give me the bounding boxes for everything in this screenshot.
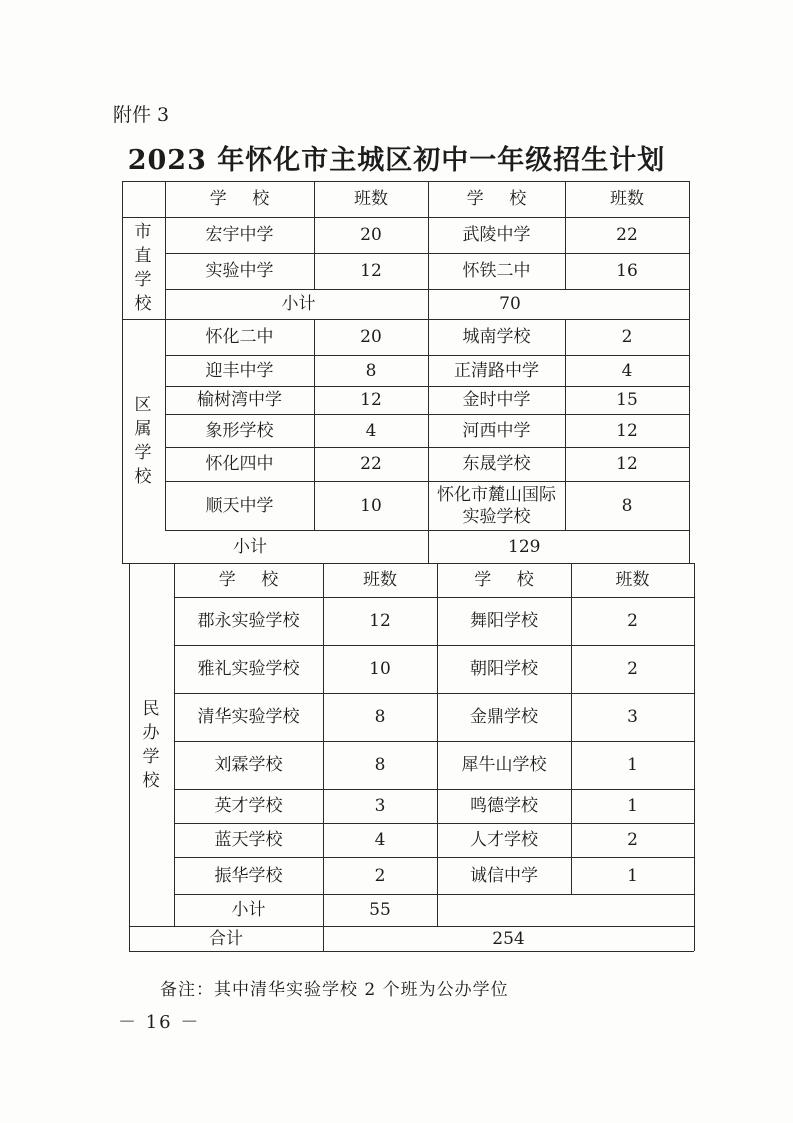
class-count: 2 bbox=[627, 659, 638, 679]
school-name: 刘霖学校 bbox=[214, 755, 283, 775]
school-name: 宏宇中学 bbox=[205, 225, 274, 245]
school-name: 怀化二中 bbox=[205, 327, 274, 347]
class-count: 16 bbox=[616, 261, 638, 281]
header-classes-2: 班数 bbox=[610, 189, 644, 209]
class-count: 10 bbox=[360, 495, 382, 516]
group-label-char: 学 bbox=[134, 270, 152, 290]
total-value: 254 bbox=[492, 928, 525, 949]
class-count: 2 bbox=[627, 830, 638, 850]
subtotal-label: 小计 bbox=[233, 536, 267, 557]
school-name: 金时中学 bbox=[462, 390, 531, 410]
subtotal-value: 55 bbox=[369, 900, 391, 920]
header-school-2: 学 校 bbox=[466, 189, 537, 209]
class-count: 2 bbox=[374, 865, 386, 886]
header-school-3: 学 校 bbox=[218, 570, 289, 590]
school-name: 顺天中学 bbox=[205, 495, 274, 516]
school-name: 武陵中学 bbox=[462, 225, 531, 245]
class-count: 1 bbox=[627, 865, 638, 886]
school-name: 怀化市麓山国际实验学校 bbox=[437, 484, 556, 527]
class-count: 8 bbox=[621, 495, 633, 516]
total-label: 合计 bbox=[209, 928, 243, 949]
attachment-label: 附件 3 bbox=[113, 104, 170, 126]
class-count: 1 bbox=[627, 796, 638, 816]
class-count: 4 bbox=[374, 830, 386, 850]
school-name: 郡永实验学校 bbox=[197, 611, 300, 631]
group-label-char: 办 bbox=[142, 722, 160, 743]
header-classes-4: 班数 bbox=[615, 570, 650, 590]
class-count: 12 bbox=[616, 420, 638, 441]
footnote: 备注：其中清华实验学校 2 个班为公办学位 bbox=[160, 980, 509, 1000]
class-count: 12 bbox=[360, 390, 382, 410]
header-classes-3: 班数 bbox=[363, 570, 397, 590]
class-count: 8 bbox=[365, 360, 377, 381]
group-label-private bbox=[139, 563, 163, 926]
school-name: 诚信中学 bbox=[470, 865, 538, 886]
group-label-char: 属 bbox=[134, 419, 152, 439]
class-count: 8 bbox=[374, 707, 386, 727]
class-count: 22 bbox=[616, 225, 638, 245]
group-label-char: 学 bbox=[142, 746, 160, 767]
header-school-1: 学 校 bbox=[209, 189, 280, 209]
school-name: 实验中学 bbox=[205, 261, 274, 281]
school-name: 金鼎学校 bbox=[470, 707, 538, 727]
class-count: 8 bbox=[374, 755, 386, 775]
group-label-char: 市 bbox=[134, 222, 152, 242]
group-label-char: 学 bbox=[134, 443, 152, 463]
page-title: 2023 年怀化市主城区初中一年级招生计划 bbox=[127, 145, 666, 176]
header-classes-1: 班数 bbox=[354, 189, 388, 209]
class-count: 3 bbox=[627, 707, 638, 727]
school-name: 蓝天学校 bbox=[214, 830, 283, 850]
school-name: 舞阳学校 bbox=[470, 611, 538, 631]
group-label-char: 区 bbox=[134, 395, 152, 415]
class-count: 10 bbox=[369, 659, 391, 679]
class-count: 12 bbox=[369, 611, 391, 631]
group-label-char: 校 bbox=[134, 467, 152, 487]
class-count: 20 bbox=[360, 327, 382, 347]
subtotal-label: 小计 bbox=[231, 900, 266, 920]
class-count: 12 bbox=[616, 454, 638, 474]
school-name: 河西中学 bbox=[462, 420, 531, 441]
school-name: 英才学校 bbox=[214, 796, 283, 816]
school-name: 象形学校 bbox=[205, 420, 274, 441]
school-name: 正清路中学 bbox=[454, 360, 539, 381]
class-count: 22 bbox=[360, 454, 382, 474]
subtotal-label: 小计 bbox=[281, 294, 316, 314]
header-school-4: 学 校 bbox=[474, 570, 544, 590]
class-count: 1 bbox=[627, 755, 638, 775]
class-count: 20 bbox=[360, 225, 382, 245]
school-name: 鸣德学校 bbox=[470, 796, 538, 816]
school-name: 人才学校 bbox=[470, 830, 538, 850]
school-name: 榆树湾中学 bbox=[197, 390, 282, 410]
group-label-char: 校 bbox=[134, 294, 152, 314]
school-name: 犀牛山学校 bbox=[461, 755, 547, 775]
school-name: 振华学校 bbox=[214, 865, 283, 886]
subtotal-value: 129 bbox=[508, 536, 541, 557]
group-label-district bbox=[131, 319, 155, 563]
school-name: 怀化四中 bbox=[205, 454, 274, 474]
group-label-char: 校 bbox=[142, 770, 160, 791]
school-name: 城南学校 bbox=[462, 327, 531, 347]
page-number: － 16 － bbox=[118, 1012, 201, 1033]
class-count: 2 bbox=[621, 327, 633, 347]
class-count: 3 bbox=[374, 796, 386, 816]
group-label-char: 民 bbox=[142, 698, 160, 719]
school-name: 清华实验学校 bbox=[197, 707, 300, 727]
school-name: 东晟学校 bbox=[462, 454, 531, 474]
group-label-char: 直 bbox=[134, 246, 152, 266]
class-count: 12 bbox=[360, 261, 382, 281]
class-count: 4 bbox=[621, 360, 633, 381]
school-name: 怀铁二中 bbox=[462, 261, 531, 281]
class-count: 15 bbox=[616, 390, 638, 410]
school-name: 朝阳学校 bbox=[470, 659, 538, 679]
subtotal-value: 70 bbox=[499, 294, 521, 314]
school-name: 雅礼实验学校 bbox=[197, 659, 300, 679]
class-count: 2 bbox=[627, 611, 638, 631]
class-count: 4 bbox=[365, 420, 377, 441]
school-name: 迎丰中学 bbox=[205, 360, 274, 381]
group-label-city bbox=[131, 217, 155, 319]
